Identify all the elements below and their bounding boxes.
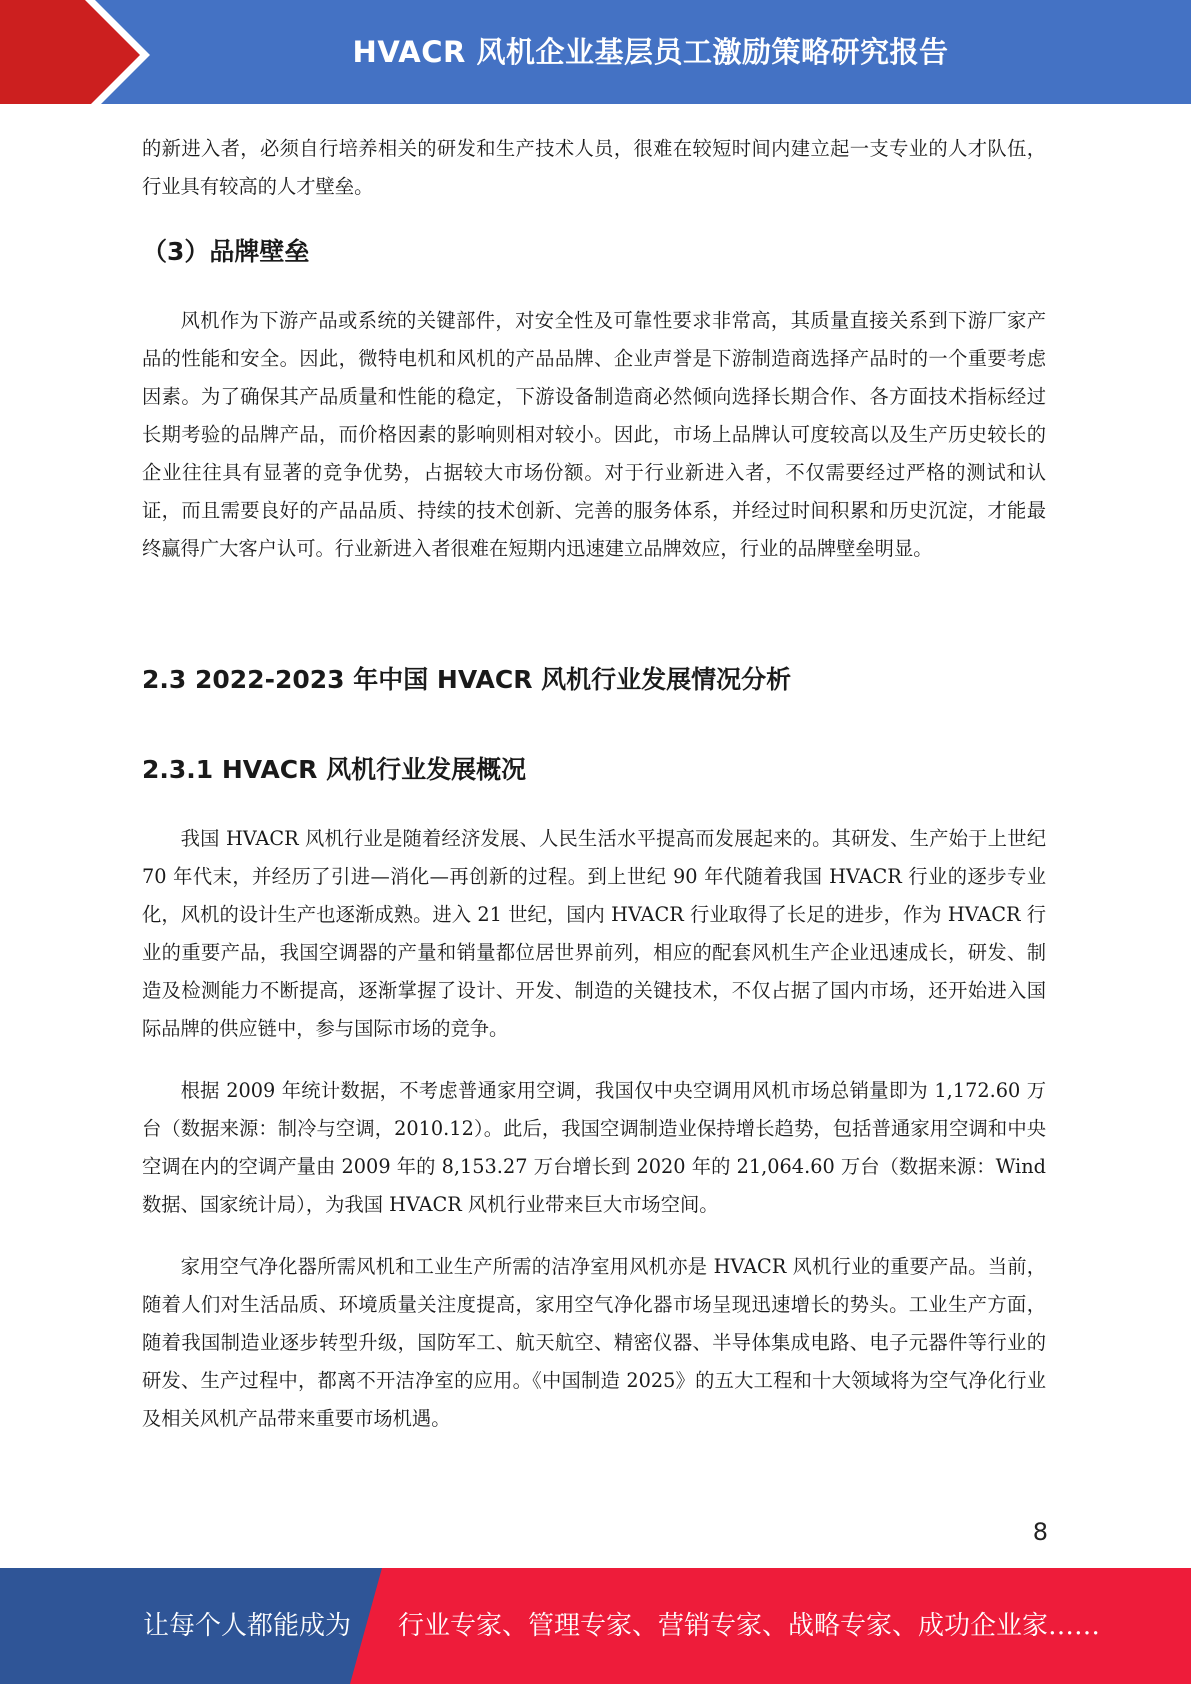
- header-arrow-red: [0, 0, 140, 110]
- page-header: [0, 0, 1191, 110]
- heading-section-2-3: 2.3 2022-2023 年中国 HVACR 风机行业发展情况分析: [142, 665, 792, 694]
- paragraph-talent-barrier: 的新进入者，必须自行培养相关的研发和生产技术人员，很难在较短时间内建立起一支专业的人才队伍，行业具有较高的人才壁垒。: [142, 137, 1046, 198]
- paragraph-brand-barrier: 风机作为下游产品或系统的关键部件，对安全性及可靠性要求非常高，其质量直接关系到下游厂家产品的性能和安全。因此，微特电机和风机的产品品牌、企业声誉是下游制造商选择产品时的一个重要考虑因素。为了确保其产品质量和性能的稳定，下游设备制造商必然倾向选择长期合作、各方面技术指标经过长期考验的品牌产品，而价格因素的影响则相对较小。因此，市场上品牌认可度较高以及生产历史较长的企业往往具有显著的竞争优势，占据较大市场份额。对于行业新进入者，不仅需要经过严格的测试和认证，而且需要良好的产品品质、持续的技术创新、完善的服务体系，并经过时间积累和历史沉淀，才能最终赢得广大客户认可。行业新进入者很难在短期内迅速建立品牌效应，行业的品牌壁垒明显。: [142, 309, 1046, 560]
- paragraph-air-purifier: 家用空气净化器所需风机和工业生产所需的洁净室用风机亦是 HVACR 风机行业的重要产品。当前，随着人们对生活品质、环境质量关注度提高，家用空气净化器市场呈现迅速增长的势头。工业生产方面，随着我国制造业逐步转型升级，国防军工、航天航空、精密仪器、半导体集成电路、电子元器件等行业的研发、生产过程中，都离不开洁净室的应用。《中国制造 2025》的五大工程和十大领域将为空气净化行业及相关风机产品带来重要市场机遇。: [142, 1255, 1046, 1430]
- paragraph-industry-overview: 我国 HVACR 风机行业是随着经济发展、人民生活水平提高而发展起来的。其研发、生产始于上世纪 70 年代末，并经历了引进—消化—再创新的过程。到上世纪 90 年代随着我国 HVACR 行业的逐步专业化，风机的设计生产也逐渐成熟。进入 21 世纪，国内 HVACR 行业取得了长足的进步，作为 HVACR 行业的重要产品，我国空调器的产量和销量都位居世界前列，相应的配套风机生产企业迅速成长，研发、制造及检测能力不断提高，逐渐掌握了设计、开发、制造的关键技术，不仅占据了国内市场，还开始进入国际品牌的供应链中，参与国际市场的竞争。: [142, 827, 1046, 1040]
- page-footer: [0, 1568, 1191, 1684]
- footer-slogan-right: 行业专家、管理专家、营销专家、战略专家、成功企业家……: [398, 1611, 1101, 1641]
- header-bottom-line: [0, 104, 1191, 110]
- heading-section-2-3-1: 2.3.1 HVACR 风机行业发展概况: [142, 755, 527, 784]
- paragraph-market-statistics: 根据 2009 年统计数据，不考虑普通家用空调，我国仅中央空调用风机市场总销量即为 1,172.60 万台（数据来源：制冷与空调，2010.12）。此后，我国空调制造业保持增长趋势，包括普通家用空调和中央空调在内的空调产量由 2009 年的 8,153.27 万台增长到 2020 年的 21,064.60 万台（数据来源：Wind 数据、国家统计局），为我国 HVACR 风机行业带来巨大市场空间。: [142, 1079, 1046, 1216]
- page-number: 8: [1032, 1518, 1048, 1546]
- heading-brand-barrier: （3）品牌壁垒: [142, 237, 310, 266]
- report-title: HVACR 风机企业基层员工激励策略研究报告: [352, 35, 949, 69]
- page-content: [142, 130, 1046, 1438]
- footer-slogan-left: 让每个人都能成为: [143, 1611, 352, 1641]
